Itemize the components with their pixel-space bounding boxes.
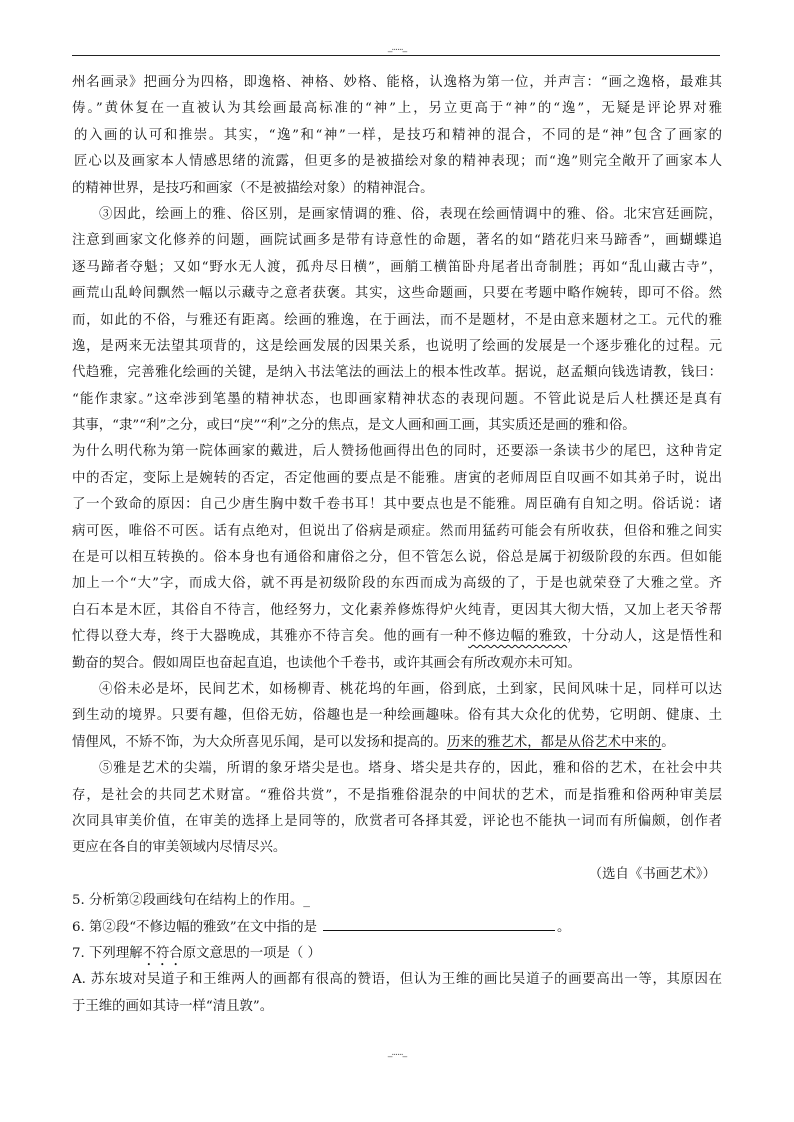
- paragraph-3: [72, 202, 722, 440]
- emphasized-phrase: 不符合: [142, 945, 183, 961]
- text-line: 次同具审美价值，在审美的选择上是同等的，欣赏者可各择其爱，评论也不能执一词而有所偏颇，创作者: [72, 813, 722, 829]
- text-line: “能作隶家。”这牵涉到笔墨的精神状态，也即画家精神状态的表现问题。不管此说是后人杜撰还是真有: [72, 391, 722, 407]
- document-body: [72, 70, 722, 1020]
- text-line: 勤奋的契合。假如周臣也奋起直追，也读他个千卷书，或许其画会有所改观亦未可知。: [72, 655, 581, 671]
- paragraph-1: [72, 70, 722, 202]
- text-segment: 。: [661, 734, 675, 750]
- text-segment: ，十分动人，这是悟性和: [567, 629, 722, 645]
- text-line: 为什么明代称为第一院体画家的戴进，后人赞扬他画得出色的同时，还要添一条读书少的尾巴，这种肯定: [72, 444, 722, 460]
- text-line: [72, 730, 722, 756]
- option-a-line: 于王维的画如其诗一样“清且敦”。: [72, 998, 274, 1014]
- header-rule: [72, 55, 720, 56]
- text-line: 逐马蹄者夺魁；又如“野水无人渡，孤舟尽日横”，画艄工横笛卧舟尾者出奇制胜；再如“乱山藏古寺”，: [72, 259, 722, 275]
- text-line: 在是可以相互转换的。俗本身也有通俗和庸俗之分，但不管怎么说，俗总是属于初级阶段的东西。但如能: [72, 550, 722, 566]
- question-7: [72, 941, 722, 967]
- text-line: 加上一个“大”字，而成大俗，就不再是初级阶段的东西而成为高级的了，于是也就荣登了大雅之堂。齐: [72, 576, 722, 592]
- text-line: ④俗未必是坏，民间艺术，如杨柳青、桃花坞的年画，俗到底，土到家，民间风味十足，同样可以达: [99, 681, 722, 697]
- questions: [72, 888, 722, 1020]
- text-line: 白石本是木匠，其俗自不待言，他经努力，文化素养修炼得炉火纯青，更因其大彻大悟，又加上老天爷帮: [72, 602, 722, 618]
- text-line: 的入画的认可和推崇。其实，“逸”和“神”一样，是技巧和精神的混合，不同的是“神”包含了画家的: [74, 127, 722, 143]
- text-segment: 原文意思的一项是（ ）: [182, 945, 321, 961]
- paragraph-5: [72, 756, 722, 862]
- paragraph-4: [72, 677, 722, 756]
- text-segment: 7. 下列理解: [72, 945, 143, 961]
- text-segment: 忙得以登大寿，终于大器晚成，其雅亦不待言矣。他的画有一种: [72, 629, 469, 645]
- text-line: 画荒山乱岭间飘然一幅以示藏寺之意者获褒。其实，这些命题画，只要在考题中略作婉转，即可不俗。然: [72, 286, 722, 302]
- text-line: 存，是社会的共同艺术财富。“雅俗共赏”，不是指雅俗混杂的中间状的艺术，而是指雅和俗两种审美层: [72, 787, 722, 803]
- text-line: 中的否定，变际上是婉转的否定，否定他画的要点是不能雅。唐寅的老师周臣自叹画不如其弟子时，说出: [72, 470, 722, 486]
- text-line: ⑤雅是艺术的尖端，所谓的象牙塔尖是也。塔身、塔尖是共存的，因此，雅和俗的艺术，在社会中共: [99, 761, 722, 777]
- question-5: 5. 分析第②段画线句在结构上的作用。_: [72, 893, 310, 909]
- text-line: 其事，“隶”“利”之分，或曰“戾”“利”之分的焦点，是文人画和画工画，其实质还是画的雅和俗。: [72, 418, 636, 434]
- text-line: [72, 624, 722, 650]
- text-line: 而，如此的不俗，与雅还有距离。绘画的雅逸，在于画法，而不是题材，不是由意来题材之工。元代的雅: [72, 312, 722, 328]
- text-line: 逸，是两来无法望其项背的，这是绘画发展的因果关系，也说明了绘画的发展是一个逐步雅化的过程。元: [72, 338, 722, 354]
- text-line: 的精神世界，是技巧和画家（不是被描绘对象）的精神混合。: [72, 180, 434, 196]
- header-mark: _......_: [387, 43, 407, 53]
- text-line: 注意到画家文化修养的问题，画院试画多是带有诗意性的命题，著名的如“踏花归来马蹄香”，画蝴蝶追: [72, 233, 722, 249]
- option-a-line: A. 苏东坡对吴道子和王维两人的画都有很高的赞语，但认为王维的画比吴道子的画要高出一等，其原因在: [72, 972, 722, 988]
- question-6: [72, 915, 722, 941]
- text-line: 州名画录》把画分为四格，即逸格、神格、妙格、能格，认逸格为第一位，并声言：“画之逸格，最难其: [72, 75, 722, 90]
- source-citation: （选自《书画艺术》）: [588, 866, 716, 882]
- text-line: 了一个致命的原因：自己少唐生胸中数千卷书耳！其中要点也是不能雅。周臣确有自知之明。俗话说：诸: [72, 497, 722, 513]
- text-line: 匠心以及画家本人情感思绪的流露，但更多的是被描绘对象的精神表现；而“逸”则完全敞开了画家本人: [74, 154, 722, 170]
- text-segment: 情俚风，不矫不饰，为大众所喜见乐闻，是可以发扬和提高的。: [72, 734, 447, 750]
- text-line: 俦。”黄休复在一直被认为其绘画最高标准的“神”上，另立更高于“神”的“逸”，无疑是评论界对雅: [72, 101, 722, 117]
- question-6-end: 。: [556, 919, 571, 935]
- text-line: 代趋雅，完善雅化绘画的关键，是纳入书法笔法的画法上的根本性改革。据说，赵孟頫向钱选请教，钱曰：: [72, 365, 722, 381]
- underlined-sentence: 历来的雅艺术，都是从俗艺术中来的: [446, 734, 662, 750]
- answer-blank[interactable]: [323, 916, 555, 931]
- text-line: 到生动的境界。只要有趣，但俗无妨，俗趣也是一种绘画趣味。俗有其大众化的优势，它明朗、健康、土: [72, 708, 722, 724]
- paragraph-ming: [72, 439, 722, 677]
- question-6-text: 6. 第②段“不修边幅的雅致”在文中指的是: [72, 919, 317, 935]
- text-line: 更应在各自的审美领域内尽情尽兴。: [72, 840, 287, 856]
- text-line: 病可医，唯俗不可医。话有点绝对，但说出了俗病是顽症。然而用猛药可能会有所收获，但俗和雅之间实: [72, 523, 722, 539]
- wavy-underlined-phrase: 不修边幅的雅致: [468, 629, 568, 645]
- text-line: ③因此，绘画上的雅、俗区别，是画家情调的雅、俗，表现在绘画情调中的雅、俗。北宋宫廷画院，: [99, 206, 722, 222]
- footer-mark: _......_: [387, 1048, 407, 1058]
